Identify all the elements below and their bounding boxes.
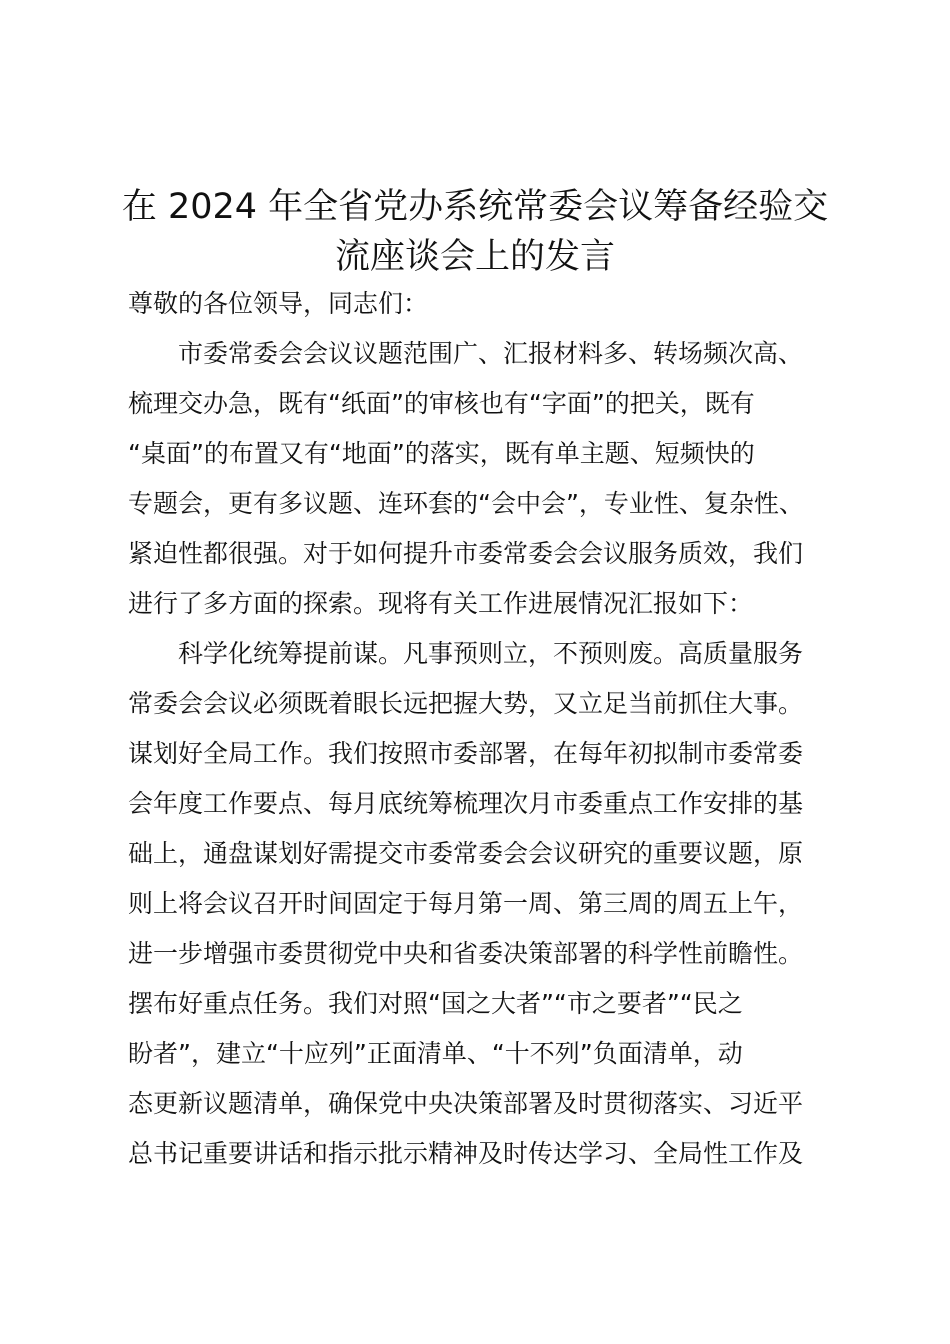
- body-line: 进行了多方面的探索。现将有关工作进展情况汇报如下：: [128, 589, 754, 618]
- body-line: 专题会，更有多议题、连环套的“会中会”，专业性、复杂性、: [128, 489, 804, 518]
- body-line: 梳理交办急，既有“纸面”的审核也有“字面”的把关，既有: [128, 389, 755, 418]
- document-title-line-2: 流座谈会上的发言: [334, 237, 615, 277]
- body-line: 础上，通盘谋划好需提交市委常委会会议研究的重要议题，原: [128, 839, 804, 868]
- body-line: 总书记重要讲话和指示批示精神及时传达学习、全局性工作及: [128, 1139, 804, 1168]
- body-line: 常委会会议必须既着眼长远把握大势，又立足当前抓住大事。: [128, 689, 804, 718]
- document-title-line-1: 在 2024 年全省党办系统常委会议筹备经验交: [121, 187, 829, 227]
- body-line: 进一步增强市委贯彻党中央和省委决策部署的科学性前瞻性。: [128, 939, 804, 968]
- body-line: “桌面”的布置又有“地面”的落实，既有单主题、短频快的: [128, 439, 755, 468]
- body-line: 科学化统筹提前谋。凡事预则立，不预则废。高质量服务: [128, 639, 804, 668]
- body-line: 摆布好重点任务。我们对照“国之大者”“市之要者”“民之: [128, 989, 743, 1018]
- body-line: 紧迫性都很强。对于如何提升市委常委会会议服务质效，我们: [128, 539, 804, 568]
- body-line: 态更新议题清单，确保党中央决策部署及时贯彻落实、习近平: [128, 1089, 804, 1118]
- body-line: 市委常委会会议议题范围广、汇报材料多、转场频次高、: [128, 339, 804, 368]
- body-line: 盼者”，建立“十应列”正面清单、“十不列”负面清单，动: [128, 1039, 743, 1068]
- body-line: 谋划好全局工作。我们按照市委部署，在每年初拟制市委常委: [128, 739, 804, 768]
- body-line: 会年度工作要点、每月底统筹梳理次月市委重点工作安排的基: [128, 789, 804, 818]
- salutation: 尊敬的各位领导，同志们：: [128, 289, 429, 318]
- body-line: 则上将会议召开时间固定于每月第一周、第三周的周五上午，: [128, 889, 804, 918]
